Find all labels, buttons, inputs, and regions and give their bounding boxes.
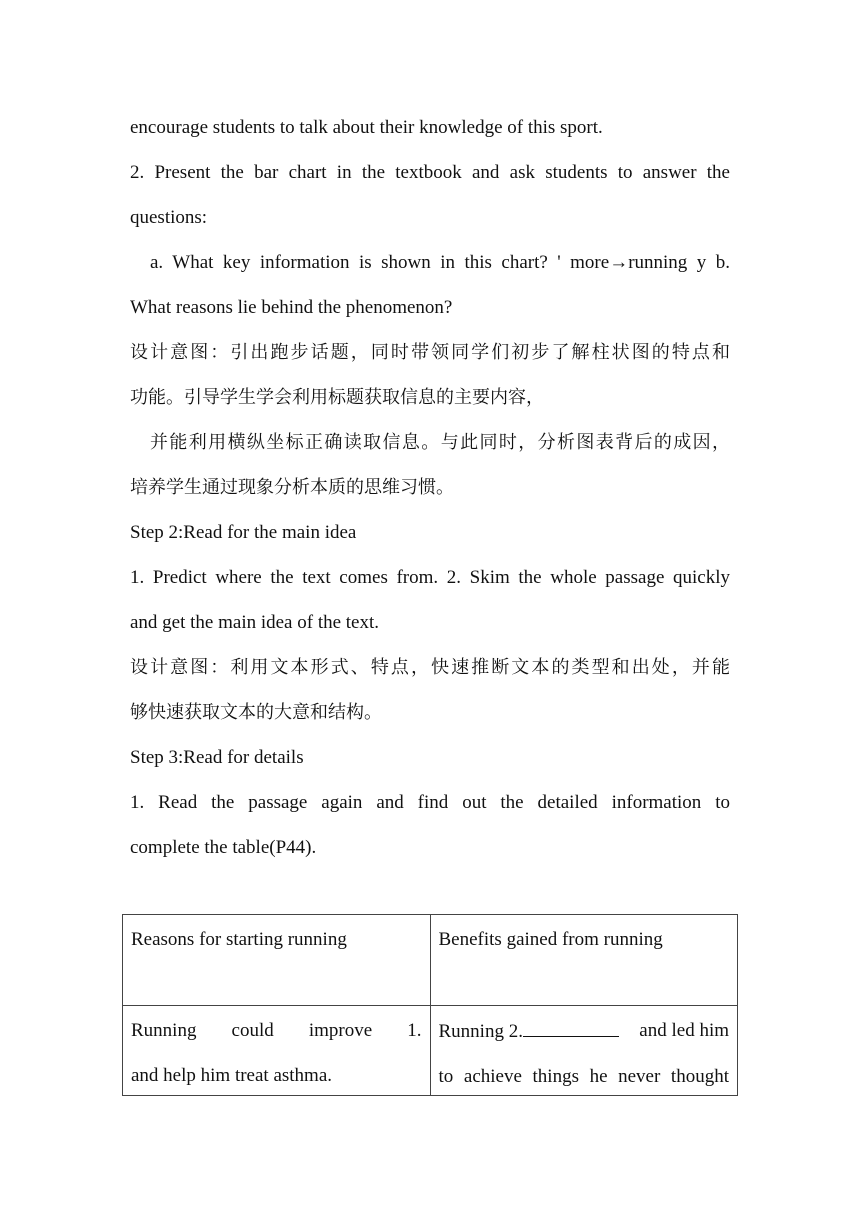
paragraph-line: and get the main idea of the text. — [130, 612, 380, 633]
reasons-text: Running could improve 1. — [131, 1020, 422, 1041]
design-intent-line: 并能利用横纵坐标正确读取信息。与此同时，分析图表背后的成因， — [150, 432, 730, 453]
design-intent-line: 设计意图：引出跑步话题，同时带领同学们初步了解柱状图的特点和 — [130, 342, 730, 363]
benefits-text-part: Running 2. — [439, 1018, 619, 1045]
paragraph-line: 1. Read the passage again and find out the detailed information to — [130, 792, 730, 813]
paragraph-line: 1. Predict where the text comes from. 2. Skim the whole passage quickly — [130, 567, 730, 588]
details-table — [122, 914, 738, 1096]
paragraph-line: encourage students to talk about their knowledge of this sport. — [130, 117, 603, 138]
benefits-line — [439, 1018, 730, 1045]
paragraph-line: What reasons lie behind the phenomenon? — [130, 297, 453, 318]
paragraph-line: 2. Present the bar chart in the textbook and ask students to answer the — [130, 162, 730, 183]
design-intent-line: 功能。引导学生学会利用标题获取信息的主要内容， — [130, 387, 544, 408]
table-row — [123, 1006, 738, 1096]
design-intent-line: 设计意图：利用文本形式、特点，快速推断文本的类型和出处，并能 — [130, 657, 730, 678]
design-intent-line: 培养学生通过现象分析本质的思维习惯。 — [130, 477, 454, 498]
table-cell — [430, 1006, 738, 1096]
reasons-text: and help him treat asthma. — [131, 1065, 333, 1086]
benefits-text-part: and led him — [639, 1020, 729, 1041]
table-header-cell — [430, 915, 738, 1006]
paragraph-line: questions: — [130, 207, 208, 228]
design-intent-line: 够快速获取文本的大意和结构。 — [130, 702, 382, 723]
table-header-cell — [123, 915, 431, 1006]
benefits-text: to achieve things he never thought — [438, 1066, 729, 1087]
paragraph-line: a. What key information is shown in this chart? ' more→running y b. — [150, 252, 730, 273]
header-reasons: Reasons for starting running — [131, 929, 347, 950]
step-heading: Step 3:Read for details — [130, 747, 304, 768]
answer-blank[interactable] — [523, 1018, 619, 1037]
table-header-row — [123, 915, 738, 1006]
paragraph-line: complete the table(P44). — [130, 837, 317, 858]
table-cell — [123, 1006, 431, 1096]
header-benefits: Benefits gained from running — [438, 929, 663, 950]
step-heading: Step 2:Read for the main idea — [130, 522, 357, 543]
